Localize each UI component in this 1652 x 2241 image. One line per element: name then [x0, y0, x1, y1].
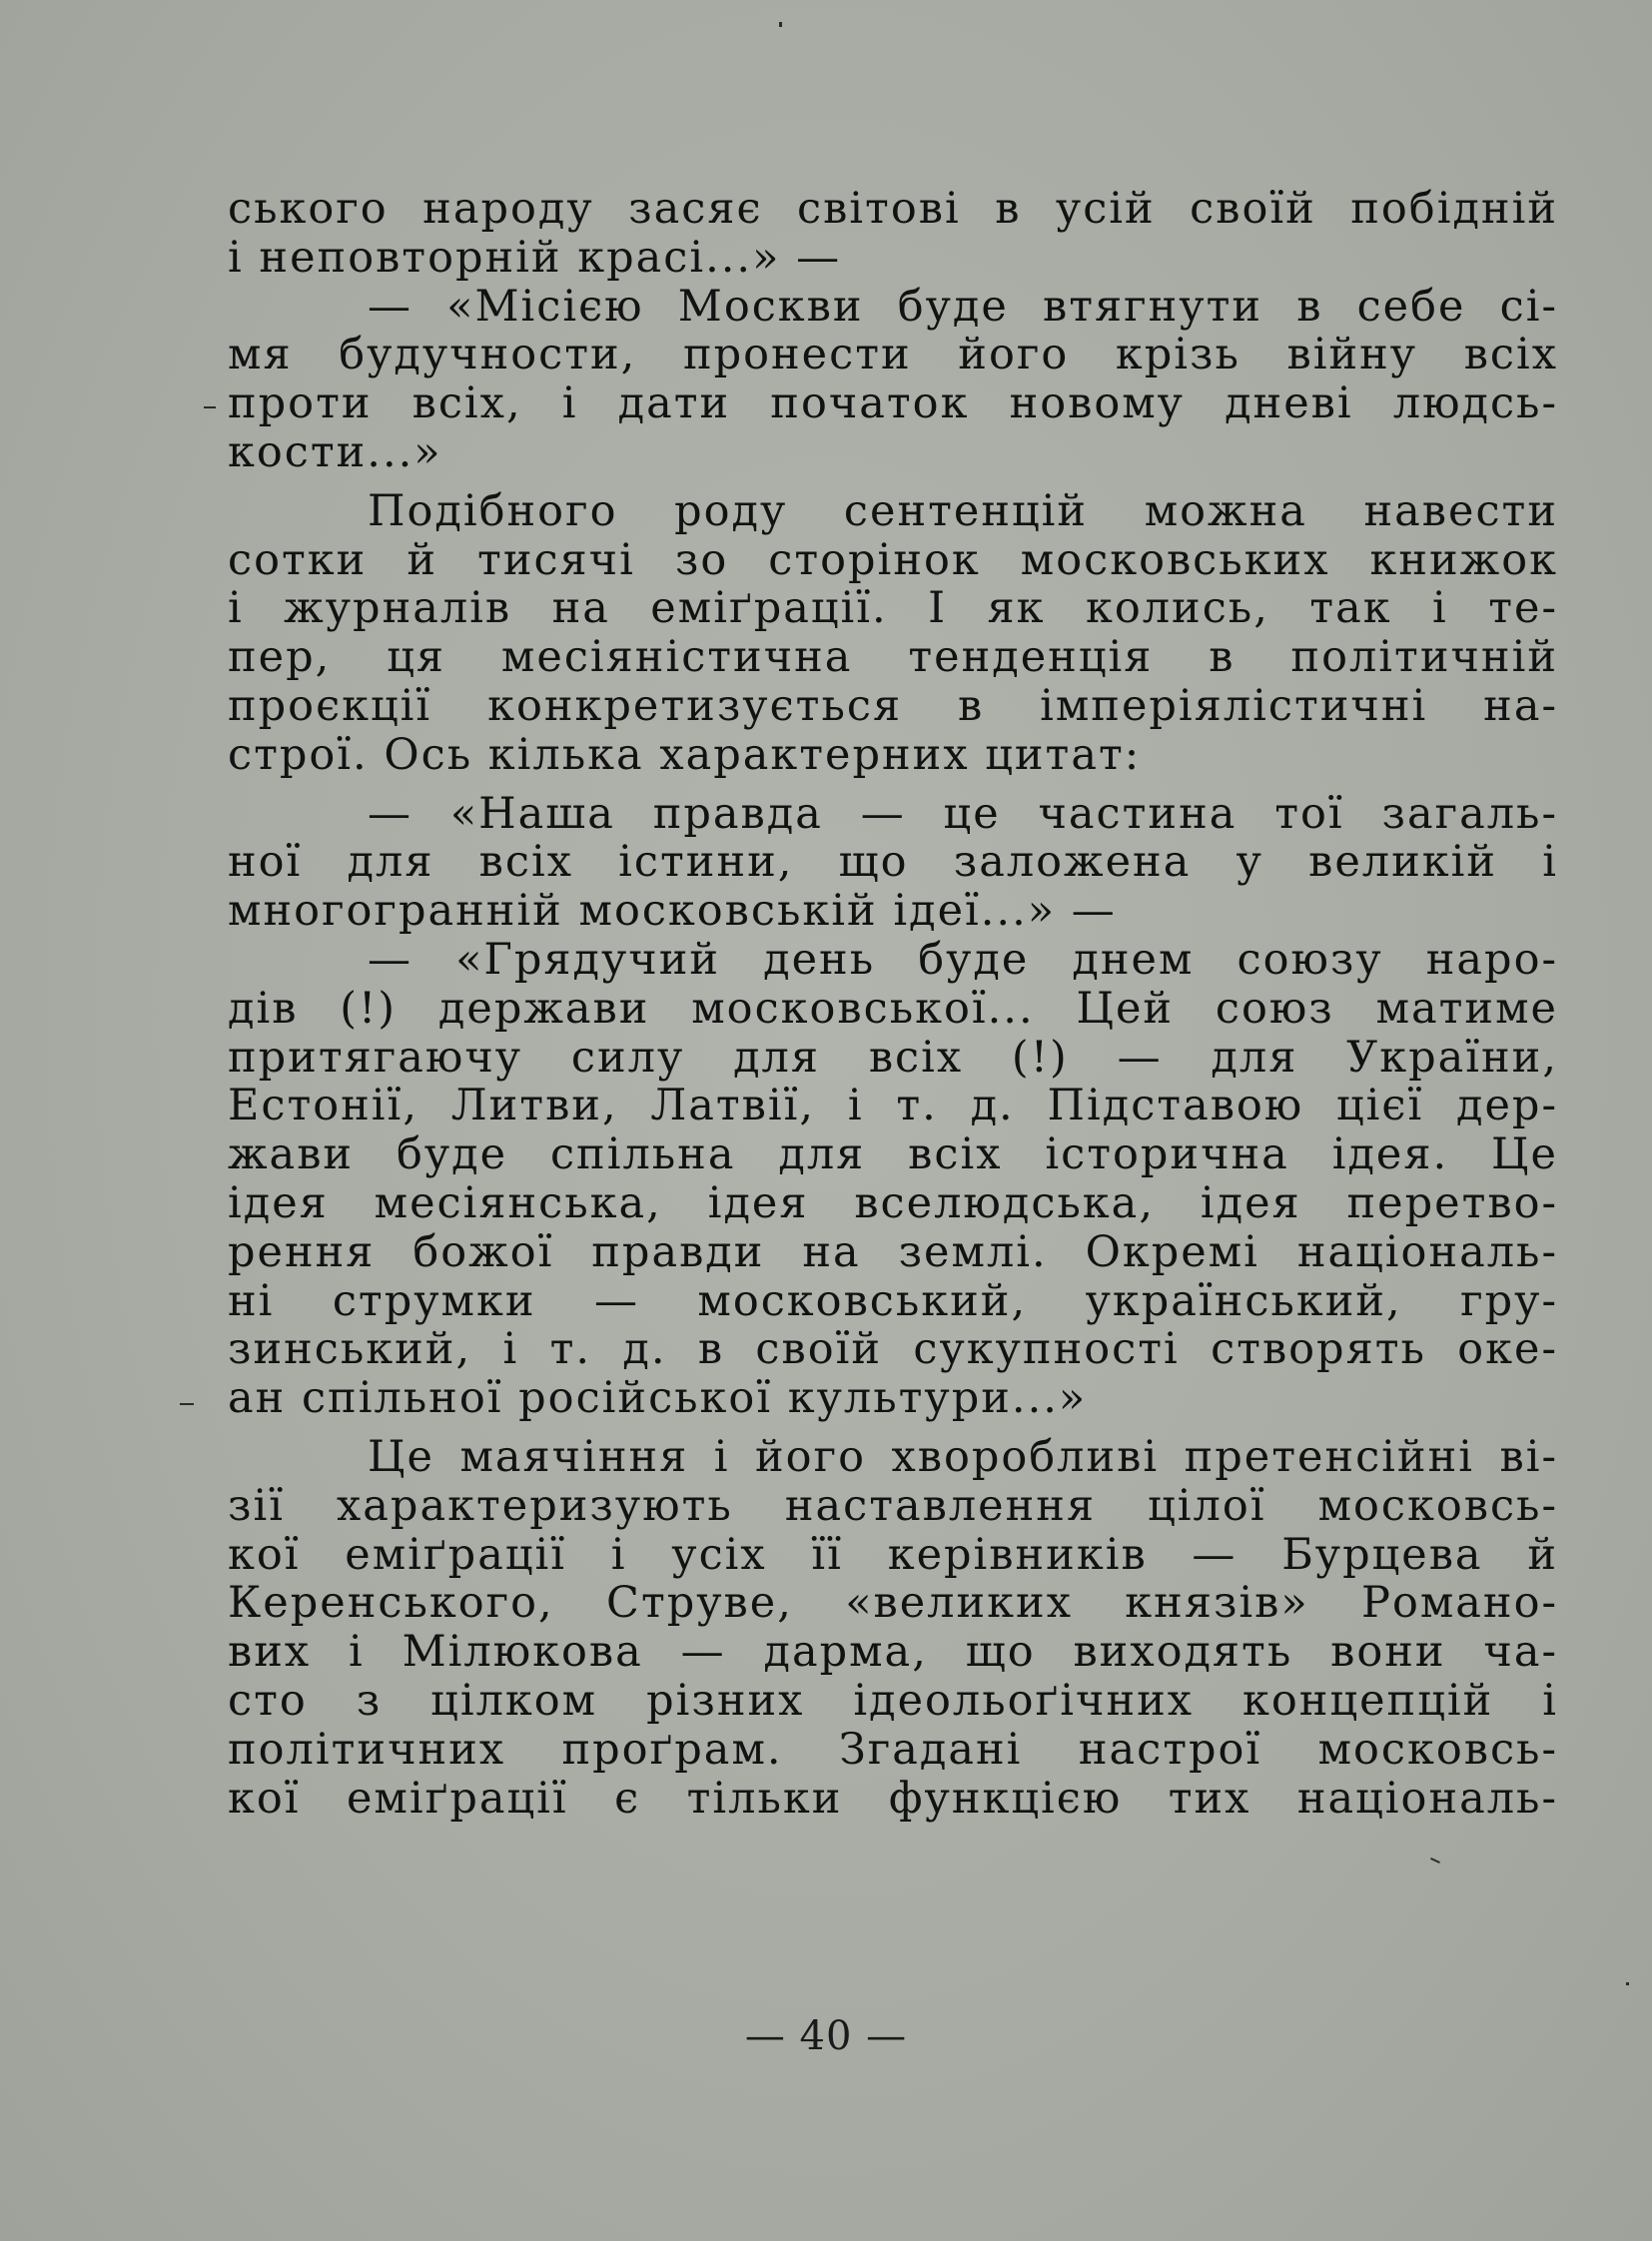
text-line: сотки й тисячі зо сторінок московських книжок: [228, 534, 1558, 585]
text-line: ського народу засяє світові в усій своїй побідній: [228, 184, 1558, 234]
text-line: Подібного роду сентенцій можна навести: [368, 485, 1558, 536]
body-text: [228, 185, 1558, 1823]
text-line: притягаючу силу для всіх (!) — для України,: [228, 1032, 1558, 1083]
text-line: — «Місією Москви буде втягнути в себе сі-: [368, 281, 1558, 332]
text-line: вих і Мілюкова — дарма, що виходять вони ча-: [228, 1627, 1558, 1678]
print-speck: [204, 406, 216, 408]
text-line: проєкції конкретизується в імперіялістичні на-: [228, 680, 1558, 731]
text-line: ан спільної російської культури...»: [228, 1373, 1088, 1424]
text-line: — «Наша правда — це частина тої загаль-: [368, 788, 1558, 839]
print-speck: [1626, 1982, 1629, 1985]
text-line: і неповторній красі...» —: [228, 232, 842, 283]
text-line: зії характеризують наставлення цілої московсь-: [228, 1480, 1558, 1531]
text-line: ідея месіянська, ідея вселюдська, ідея перетво-: [228, 1177, 1558, 1228]
text-line: многогранній московській ідеї...» —: [228, 886, 1117, 937]
text-line: Це маячіння і його хворобливі претенсійні ві-: [368, 1431, 1558, 1482]
text-line: Естонії, Литви, Латвії, і т. д. Підставою цієї дер-: [228, 1081, 1558, 1131]
text-line: мя будучности, пронести його крізь війну всіх: [228, 330, 1558, 380]
text-line: рення божої правди на землі. Окремі національ-: [228, 1226, 1558, 1277]
text-line: пер, ця месіяністична тенденція в політичній: [228, 632, 1558, 683]
text-line: ні струмки — московський, український, гру-: [228, 1275, 1558, 1326]
print-speck: [779, 22, 782, 27]
text-line: ної для всіх істини, що заложена у великій і: [228, 837, 1558, 888]
text-line: кої еміґрації і усіх її керівників — Бурцева й: [228, 1529, 1558, 1580]
print-speck: [180, 1403, 194, 1405]
text-line: жави буде спільна для всіх історична ідея. Це: [228, 1129, 1558, 1180]
text-line: політичних проґрам. Згадані настрої московсь-: [228, 1724, 1558, 1775]
page-number: — 40 —: [744, 2013, 908, 2059]
text-line: кої еміґрації є тільки функцією тих національ-: [228, 1773, 1558, 1824]
print-speck: [1430, 1858, 1440, 1864]
text-line: — «Грядучий день буде днем союзу наро-: [368, 934, 1558, 985]
text-line: Керенського, Струве, «великих князів» Романо-: [228, 1578, 1558, 1629]
text-line: і журналів на еміґрації. І як колись, так і те-: [228, 583, 1558, 634]
text-line: зинський, і т. д. в своїй сукупності створять оке-: [228, 1324, 1558, 1375]
text-line: строї. Ось кілька характерних цитат:: [228, 729, 1142, 780]
text-line: дів (!) держави московської... Цей союз матиме: [228, 983, 1558, 1034]
text-line: проти всіх, і дати початок новому дневі людсь-: [228, 378, 1558, 429]
text-line: сто з цілком різних ідеольоґічних концепцій і: [228, 1675, 1558, 1726]
text-line: кости...»: [228, 426, 442, 477]
